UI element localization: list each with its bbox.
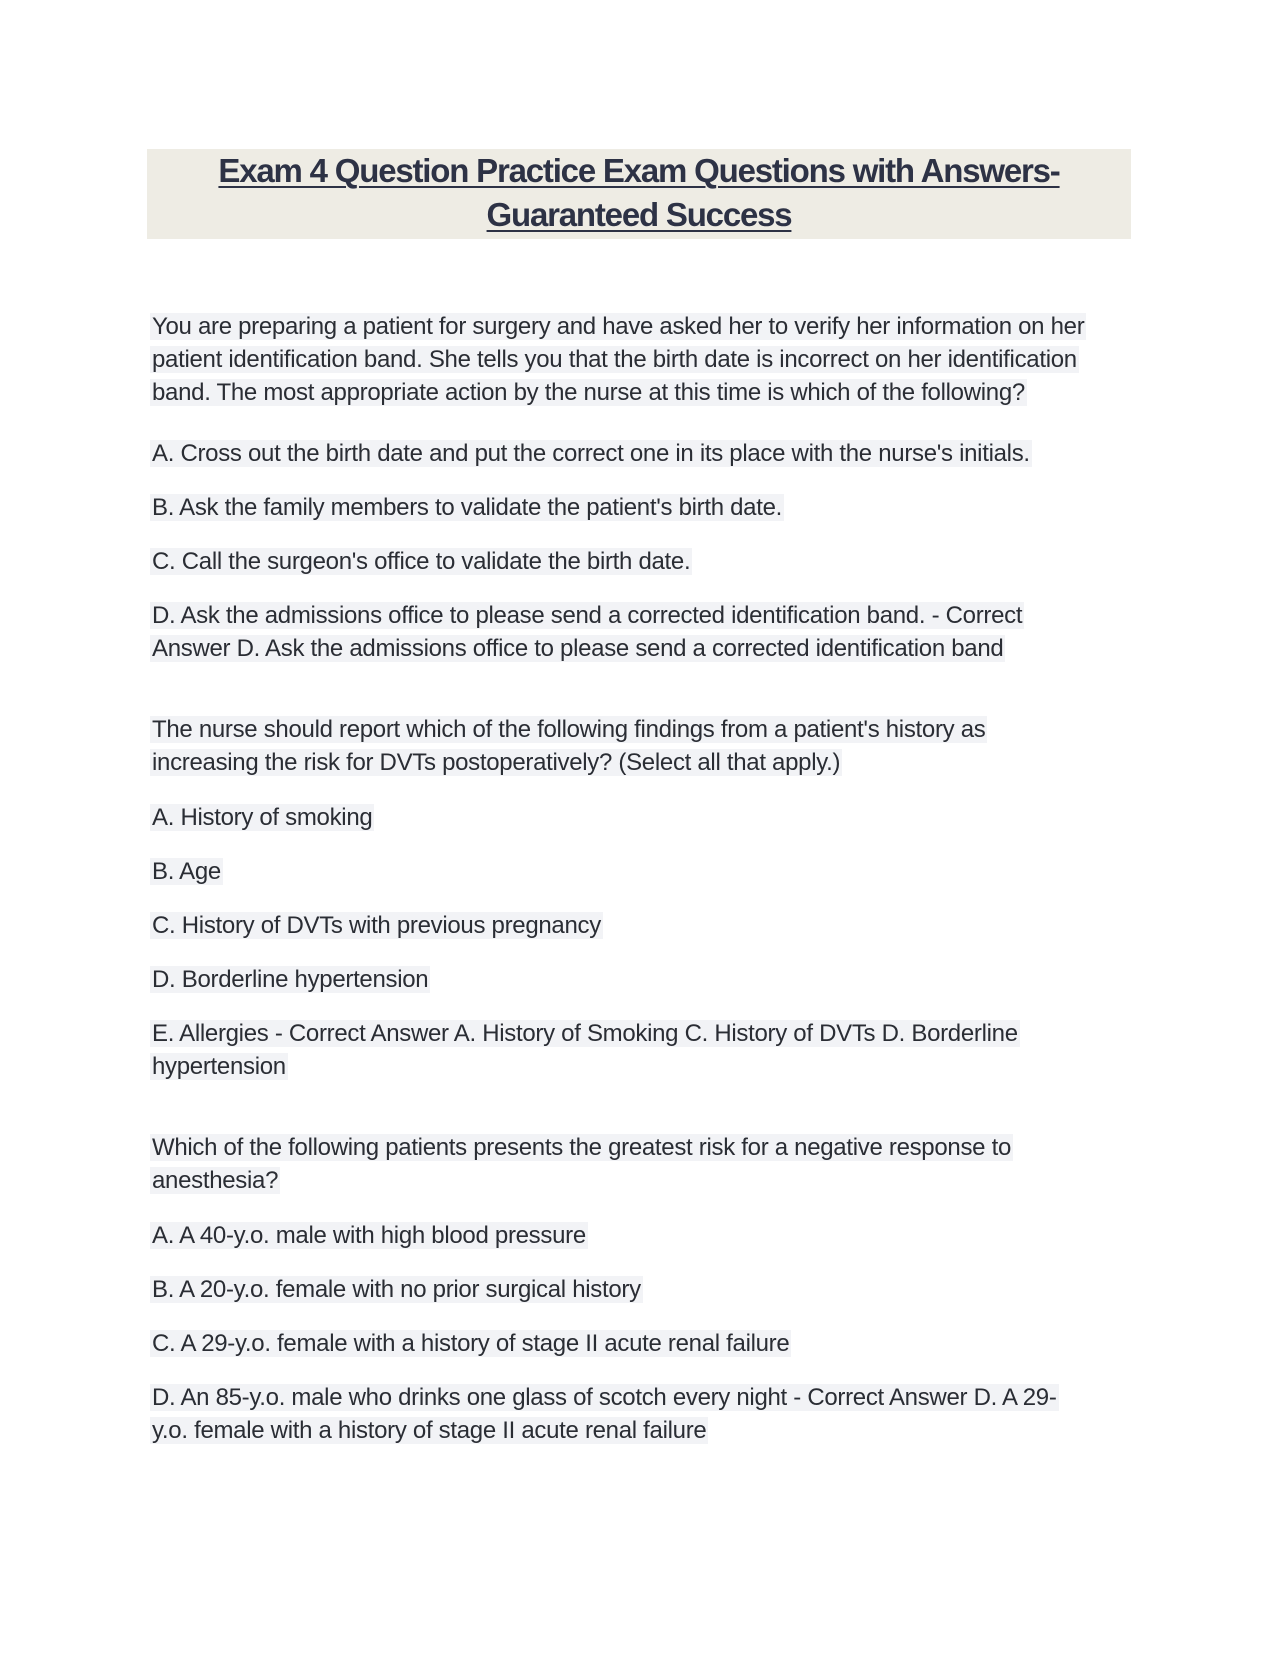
question-1-correct-answer: Answer D. Ask the admissions office to please send a corrected identification band [152, 635, 1004, 662]
question-3-correct-answer: y.o. female with a history of stage II acute renal failure [152, 1417, 707, 1444]
question-1-option-d-answer [150, 599, 1024, 665]
question-3-stem-line: Which of the following patients presents the greatest risk for a negative response to [152, 1134, 1011, 1161]
question-1-stem-line: band. The most appropriate action by the nurse at this time is which of the following? [152, 379, 1025, 406]
question-3-option-a [150, 1219, 588, 1252]
question-3-option-d-line: D. An 85-y.o. male who drinks one glass of scotch every night - Correct Answer D. A 29- [152, 1384, 1057, 1411]
question-2-option-c-text: C. History of DVTs with previous pregnancy [152, 912, 601, 939]
question-1-option-a [150, 437, 1032, 470]
question-3-option-c-text: C. A 29-y.o. female with a history of stage II acute renal failure [152, 1330, 790, 1357]
question-3-option-b [150, 1273, 643, 1306]
document-title-line-1: Exam 4 Question Practice Exam Questions with Answers- [218, 152, 1060, 189]
question-2-option-b [150, 855, 223, 888]
question-2-stem-line: increasing the risk for DVTs postoperatively? (Select all that apply.) [152, 749, 841, 776]
question-1-option-c [150, 545, 692, 578]
question-2-option-e-answer [150, 1017, 1020, 1083]
question-3-option-b-text: B. A 20-y.o. female with no prior surgical history [152, 1276, 641, 1303]
question-2-option-d [150, 963, 430, 996]
document-title-line-2: Guaranteed Success [486, 196, 792, 233]
question-2-option-c [150, 909, 603, 942]
question-3-option-c [150, 1327, 791, 1360]
title-banner [147, 149, 1131, 239]
question-1-stem-line: patient identification band. She tells you that the birth date is incorrect on her identification [152, 346, 1077, 373]
question-1-stem [150, 310, 1086, 409]
question-3-option-a-text: A. A 40-y.o. male with high blood pressure [152, 1222, 586, 1249]
question-2-option-b-text: B. Age [152, 858, 221, 885]
question-1-option-b [150, 491, 784, 524]
question-3-option-d-answer [150, 1381, 1059, 1447]
question-3-stem-line: anesthesia? [152, 1167, 279, 1194]
question-1-stem-line: You are preparing a patient for surgery and have asked her to verify her information on her [152, 313, 1085, 340]
question-2-option-e-line: E. Allergies - Correct Answer A. History of Smoking C. History of DVTs D. Borderline [152, 1020, 1018, 1047]
question-2-stem-line: The nurse should report which of the following findings from a patient's history as [152, 716, 986, 743]
question-3-stem [150, 1131, 1013, 1197]
question-1-option-b-text: B. Ask the family members to validate the patient's birth date. [152, 494, 783, 521]
question-2-correct-answer: hypertension [152, 1053, 286, 1080]
question-1-option-d-line: D. Ask the admissions office to please send a corrected identification band. - Correct [152, 602, 1023, 629]
question-2-option-a [150, 801, 374, 834]
question-1-option-c-text: C. Call the surgeon's office to validate the birth date. [152, 548, 691, 575]
question-2-option-a-text: A. History of smoking [152, 804, 373, 831]
question-2-stem [150, 713, 987, 779]
question-1-option-a-text: A. Cross out the birth date and put the correct one in its place with the nurse's initials. [152, 440, 1030, 467]
question-2-option-d-text: D. Borderline hypertension [152, 966, 429, 993]
